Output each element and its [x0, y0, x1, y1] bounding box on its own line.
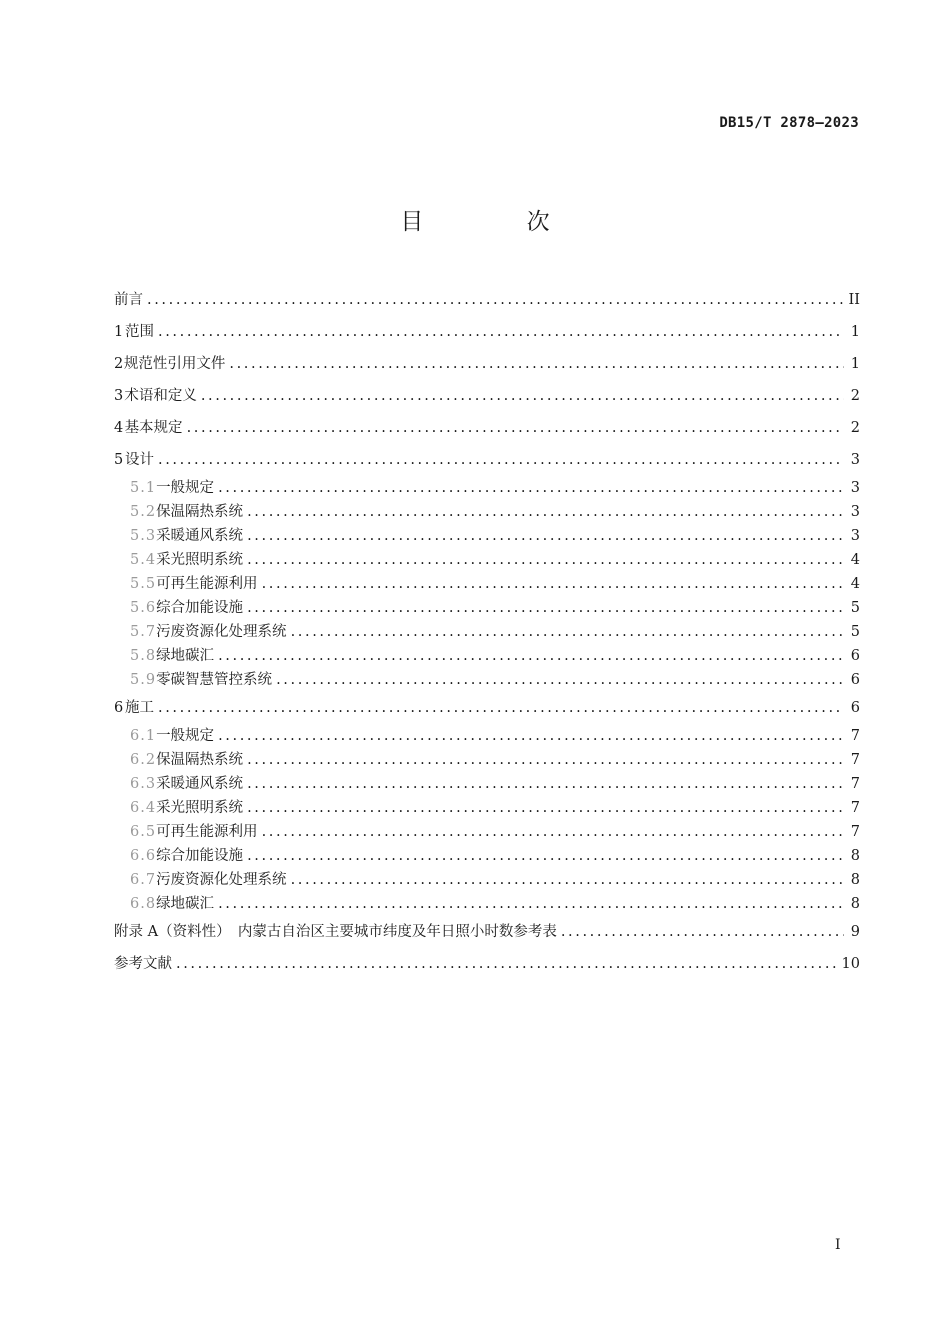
toc-leader	[218, 724, 844, 748]
toc-entry-number: 6.2	[130, 752, 157, 768]
toc-entry-page: 8	[850, 872, 860, 888]
toc-entry-foreword[interactable]	[114, 284, 860, 316]
doc-code: DB15/T 2878—2023	[719, 115, 859, 131]
toc-entry-label: 综合加能设施	[156, 848, 244, 864]
toc-entry-label: 保温隔热系统	[156, 504, 244, 520]
toc-entry-page: 7	[850, 800, 860, 816]
toc-entry-5-2[interactable]	[114, 500, 860, 524]
toc-leader	[176, 948, 838, 980]
toc-entry-number: 5.8	[130, 648, 157, 664]
toc-entry-page: 6	[850, 672, 860, 688]
toc-entry-number: 5	[114, 452, 124, 468]
toc-entry-5-9[interactable]	[114, 668, 860, 692]
toc-leader	[158, 444, 844, 476]
toc-entry-number: 3	[114, 388, 124, 404]
toc-entry-4[interactable]	[114, 412, 860, 444]
toc-entry-page: 2	[850, 388, 860, 404]
toc-entry-6[interactable]	[114, 692, 860, 724]
toc-leader	[247, 596, 844, 620]
toc-entry-label: 绿地碳汇	[156, 896, 215, 912]
toc-entry-page: 9	[850, 924, 860, 940]
toc-entry-5-4[interactable]	[114, 548, 860, 572]
toc-entry-6-2[interactable]	[114, 748, 860, 772]
toc-entry-number: 5.3	[130, 528, 157, 544]
toc-leader	[229, 348, 844, 380]
toc-entry-label: 基本规定	[124, 420, 183, 436]
toc-entry-number: 5.1	[130, 480, 157, 496]
toc-entry-label: 施工	[125, 700, 155, 716]
toc-entry-5-3[interactable]	[114, 524, 860, 548]
toc-entry-number: 4	[114, 420, 124, 436]
toc-entry-number: 6.6	[130, 848, 157, 864]
toc-entry-6-4[interactable]	[114, 796, 860, 820]
toc-entry-number: 5.6	[130, 600, 157, 616]
toc-entry-label: 参考文献	[114, 956, 172, 972]
toc-leader	[158, 316, 844, 348]
toc-entry-appendix-a[interactable]	[114, 916, 860, 948]
toc-entry-6-8[interactable]	[114, 892, 860, 916]
toc-entry-5-8[interactable]	[114, 644, 860, 668]
toc-leader	[218, 476, 844, 500]
toc-entry-number: 2	[114, 356, 124, 372]
toc-entry-label: 一般规定	[156, 728, 215, 744]
toc-entry-label: 污废资源化处理系统	[156, 872, 287, 888]
toc-leader	[201, 380, 844, 412]
toc-leader	[187, 412, 844, 444]
toc-entry-label: 保温隔热系统	[156, 752, 244, 768]
toc-entry-label: 一般规定	[156, 480, 215, 496]
toc-entry-label: 采光照明系统	[156, 800, 244, 816]
toc-entry-label: 范围	[125, 324, 155, 340]
toc-entry-label: 绿地碳汇	[156, 648, 215, 664]
toc-entry-label: 术语和定义	[124, 388, 197, 404]
toc-entry-2[interactable]	[114, 348, 860, 380]
toc-entry-5-6[interactable]	[114, 596, 860, 620]
toc-entry-page: 3	[850, 528, 860, 544]
toc-entry-number: 5.4	[130, 552, 157, 568]
toc-entry-3[interactable]	[114, 380, 860, 412]
toc-entry-label: 综合加能设施	[156, 600, 244, 616]
toc-entry-page: II	[848, 292, 860, 308]
toc-leader	[247, 524, 844, 548]
toc-entry-number: 5.5	[130, 576, 157, 592]
toc-leader	[561, 916, 844, 948]
toc-entry-page: 1	[850, 324, 860, 340]
toc-entry-page: 3	[850, 452, 860, 468]
toc-entry-label: 可再生能源利用	[156, 824, 258, 840]
toc-title: 目 次	[400, 209, 598, 235]
toc-entry-page: 6	[850, 700, 860, 716]
toc-entry-number: 6.5	[130, 824, 157, 840]
toc-entry-page: 5	[850, 600, 860, 616]
toc-entry-label: 附录 A（资料性） 内蒙古自治区主要城市纬度及年日照小时数参考表	[114, 924, 557, 940]
toc-entry-6-5[interactable]	[114, 820, 860, 844]
toc-entry-label: 规范性引用文件	[123, 356, 226, 372]
toc-entry-6-6[interactable]	[114, 844, 860, 868]
toc-entry-page: 8	[850, 848, 860, 864]
toc-entry-label: 采光照明系统	[156, 552, 244, 568]
toc-leader	[247, 500, 844, 524]
toc-leader	[158, 692, 844, 724]
toc-leader	[262, 572, 844, 596]
toc-entry-label: 可再生能源利用	[156, 576, 258, 592]
toc-entry-number: 6.1	[130, 728, 157, 744]
toc-entry-1[interactable]	[114, 316, 860, 348]
toc-entry-page: 7	[850, 824, 860, 840]
toc-entry-6-7[interactable]	[114, 868, 860, 892]
toc-entry-label: 设计	[125, 452, 155, 468]
toc-leader	[291, 868, 844, 892]
toc-entry-page: 7	[850, 728, 860, 744]
toc-entry-label: 采暖通风系统	[156, 528, 244, 544]
toc-leader	[218, 892, 844, 916]
toc-entry-number: 6.7	[130, 872, 157, 888]
toc-entry-5-1[interactable]	[114, 476, 860, 500]
toc-leader	[262, 820, 844, 844]
toc-entry-number: 5.2	[130, 504, 157, 520]
toc-leader	[247, 748, 844, 772]
toc-entry-6-1[interactable]	[114, 724, 860, 748]
toc-entry-page: 4	[850, 576, 860, 592]
toc-leader	[147, 284, 844, 316]
toc-entry-number: 1	[114, 324, 124, 340]
toc-entry-label: 采暖通风系统	[156, 776, 244, 792]
toc-leader	[247, 548, 844, 572]
toc-entry-page: 3	[850, 480, 860, 496]
toc-leader	[247, 796, 844, 820]
toc-entry-5-7[interactable]	[114, 620, 860, 644]
toc-entry-page: 4	[850, 552, 860, 568]
table-of-contents	[114, 284, 860, 980]
toc-leader	[247, 772, 844, 796]
toc-entry-label: 前言	[114, 292, 143, 308]
toc-entry-page: 3	[850, 504, 860, 520]
toc-entry-page: 8	[850, 896, 860, 912]
toc-leader	[276, 668, 844, 692]
toc-entry-page: 10	[841, 956, 860, 972]
toc-entry-page: 1	[850, 356, 860, 372]
toc-entry-5-5[interactable]	[114, 572, 860, 596]
toc-entry-label: 污废资源化处理系统	[156, 624, 287, 640]
toc-leader	[291, 620, 844, 644]
toc-entry-5[interactable]	[114, 444, 860, 476]
toc-entry-page: 5	[850, 624, 860, 640]
toc-entry-number: 6.4	[130, 800, 157, 816]
toc-leader	[247, 844, 844, 868]
toc-leader	[218, 644, 844, 668]
toc-entry-label: 零碳智慧管控系统	[156, 672, 273, 688]
toc-entry-page: 7	[850, 776, 860, 792]
toc-entry-page: 2	[850, 420, 860, 436]
toc-entry-number: 6	[114, 700, 124, 716]
toc-entry-page: 6	[850, 648, 860, 664]
toc-entry-number: 6.8	[130, 896, 157, 912]
toc-entry-references[interactable]	[114, 948, 860, 980]
page-number: I	[835, 1237, 841, 1253]
toc-entry-page: 7	[850, 752, 860, 768]
toc-entry-number: 5.9	[130, 672, 157, 688]
toc-entry-6-3[interactable]	[114, 772, 860, 796]
toc-entry-number: 6.3	[130, 776, 157, 792]
toc-entry-number: 5.7	[130, 624, 157, 640]
